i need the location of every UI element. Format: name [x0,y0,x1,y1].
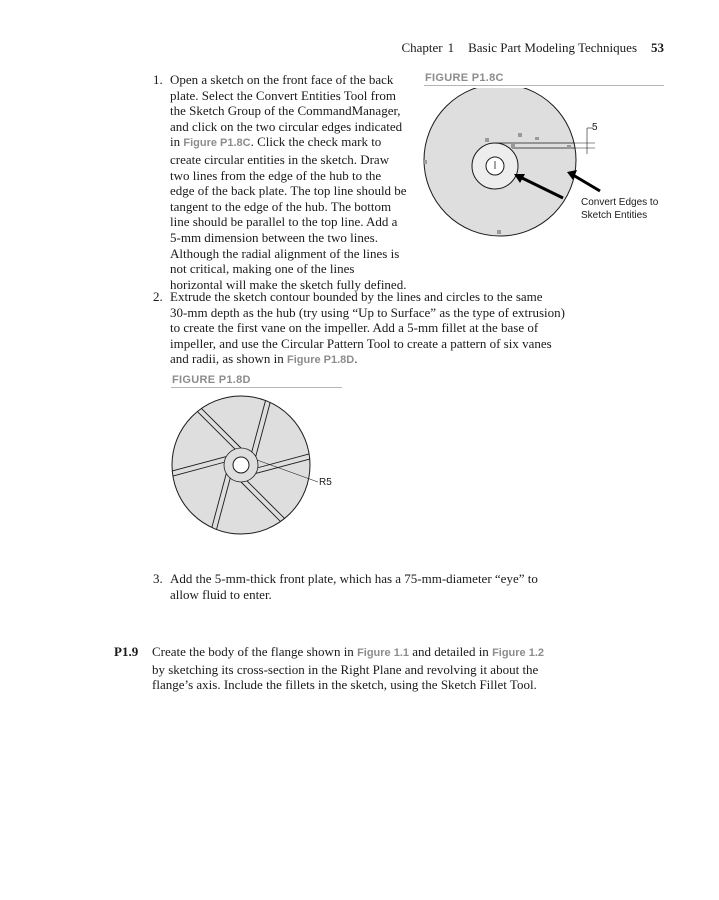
figure-c-drawing [415,88,675,248]
chapter-title: Basic Part Modeling Techniques [468,40,637,55]
text-line: allow fluid to enter. [170,586,272,602]
dimension-label: 5 [592,122,598,133]
figure-reference-link[interactable]: Figure P1.8C [183,137,251,150]
text-line: impeller, and use the Circular Pattern Tool to create a pattern of six vanes [170,335,552,351]
text-line: to create the first vane on the impeller. Add a 5-mm fillet at the base of [170,320,539,336]
step-2-paragraph [153,289,590,369]
text-fragment: in [170,134,181,150]
text-fragment: Create the body of the flange shown in [152,644,354,659]
text-line [170,134,420,152]
figure-d-drawing [165,390,365,550]
page-number: 53 [651,40,664,55]
text-line: 30-mm depth as the hub (try using “Up to Surface” as the type of extrusion) [170,304,565,320]
text-line [152,644,582,662]
text-line: Extrude the sketch contour bounded by the lines and circles to the same [170,289,543,304]
callout-arrow-plate [573,175,600,191]
text-fragment: . [354,351,358,367]
text-line: edge of the back plate. The top line should be [170,183,407,199]
problem-number: P1.9 [114,644,139,659]
problem-p1-9-paragraph [114,644,582,693]
text-line: two lines from the edge of the hub to the [170,167,382,183]
text-fragment: and detailed in [412,644,489,659]
text-line: by sketching its cross-section in the Right Plane and revolving it about the [152,661,539,677]
text-line: the Sketch Group of the CommandManager, [170,103,401,119]
figure-reference-link[interactable]: Figure 1.2 [492,647,545,659]
text-line: flange’s axis. Include the fillets in the sketch, using the Sketch Fillet Tool. [152,677,537,693]
figure-reference-link[interactable]: Figure 1.1 [357,647,410,659]
text-line: Add the 5-mm-thick front plate, which has a 75-mm-diameter “eye” to [170,571,538,586]
text-line: Open a sketch on the front face of the back [170,72,394,87]
relation-marker [497,230,501,234]
figure-d-caption: FIGURE P1.8D [172,374,251,386]
step-3-number: 3. [153,571,163,586]
relation-marker [511,144,515,148]
running-head [401,40,664,56]
text-line: Although the radial alignment of the lines is [170,245,400,261]
relation-marker [535,137,539,140]
figure-d-rule [171,387,342,388]
text-line: and click on the two circular edges indicated [170,118,403,134]
callout-label-line-1: Convert Edges to [581,197,659,208]
text-line: not critical, making one of the lines [170,261,355,277]
text-line: tangent to the edge of the hub. The bottom [170,198,392,214]
step-2-number: 2. [153,289,163,304]
relation-marker [518,133,522,137]
relation-marker [423,160,427,164]
chapter-number: 1 [447,40,455,55]
chapter-word: Chapter [401,40,443,55]
step-1-number: 1. [153,72,163,87]
text-line: horizontal will make the sketch fully defined. [170,276,407,292]
figure-c-rule [424,85,664,86]
relation-marker [485,138,489,142]
relation-marker [567,145,571,149]
radius-label: R5 [319,477,332,488]
text-line: plate. Select the Convert Entities Tool from [170,87,396,103]
text-fragment: and radii, as shown in [170,351,284,367]
figure-reference-link[interactable]: Figure P1.8D [286,354,355,367]
text-line: create circular entities in the sketch. Draw [170,151,390,167]
callout-label-line-2: Sketch Entities [581,210,648,221]
text-line: line should be parallel to the top line. Add a [170,214,398,230]
text-fragment: . Click the check mark to [250,134,382,150]
impeller-bore-circle [233,457,249,473]
text-line: 5-mm dimension between the two lines. [170,229,378,245]
step-3-paragraph [153,571,590,602]
step-1-paragraph [153,72,420,292]
text-line [170,351,590,369]
figure-c-caption: FIGURE P1.8C [425,72,504,84]
